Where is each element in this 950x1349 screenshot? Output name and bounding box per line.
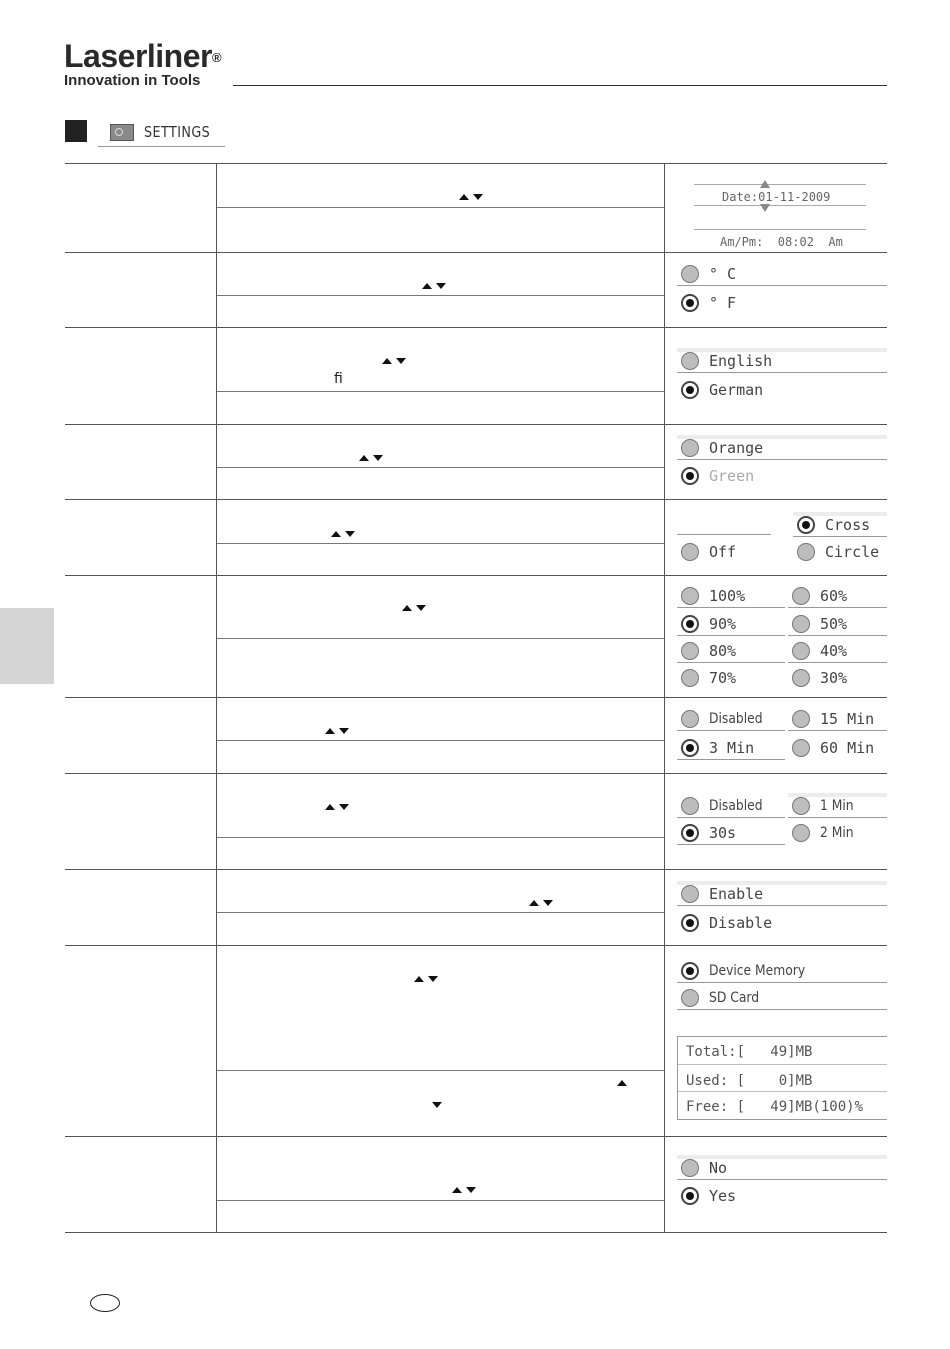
radio-unselected-icon bbox=[792, 669, 810, 687]
option-enable[interactable]: Enable bbox=[677, 881, 887, 907]
radio-selected-icon bbox=[681, 615, 699, 633]
registered-mark: ® bbox=[211, 50, 222, 65]
option-green[interactable]: Green bbox=[677, 463, 887, 489]
up-down-arrows-icon bbox=[420, 281, 446, 291]
option-cross[interactable]: Cross bbox=[793, 512, 887, 538]
option-70[interactable]: 70% bbox=[677, 665, 785, 691]
radio-unselected-icon bbox=[681, 669, 699, 687]
memory-used: Used: [ 0]MB bbox=[686, 1073, 813, 1089]
option-3-min[interactable]: 3 Min bbox=[677, 735, 785, 761]
option-disabled[interactable]: Disabled bbox=[677, 793, 785, 819]
option-15-min[interactable]: 15 Min bbox=[788, 706, 887, 732]
down-arrow-icon bbox=[430, 1100, 456, 1110]
up-arrow-icon bbox=[615, 1078, 641, 1088]
time-line: Am/Pm: 08:02 Am bbox=[720, 235, 843, 249]
option-english[interactable]: English bbox=[677, 348, 887, 374]
radio-unselected-icon bbox=[681, 1159, 699, 1177]
up-down-arrows-icon bbox=[357, 453, 383, 463]
radio-selected-icon bbox=[797, 516, 815, 534]
option-fahrenheit[interactable]: ° F bbox=[677, 290, 887, 316]
radio-selected-icon bbox=[681, 294, 699, 312]
radio-unselected-icon bbox=[681, 587, 699, 605]
radio-unselected-icon bbox=[792, 710, 810, 728]
option-orange[interactable]: Orange bbox=[677, 435, 887, 461]
memory-total: Total:[ 49]MB bbox=[686, 1044, 813, 1060]
option-device-memory[interactable]: Device Memory bbox=[677, 958, 887, 984]
radio-selected-icon bbox=[681, 739, 699, 757]
radio-unselected-icon bbox=[681, 352, 699, 370]
radio-unselected-icon bbox=[681, 989, 699, 1007]
camera-settings-icon bbox=[110, 124, 134, 141]
radio-unselected-icon bbox=[681, 543, 699, 561]
radio-unselected-icon bbox=[681, 885, 699, 903]
up-down-arrows-icon bbox=[380, 356, 406, 366]
option-yes[interactable]: Yes bbox=[677, 1183, 887, 1209]
option-60-min[interactable]: 60 Min bbox=[788, 735, 887, 761]
radio-selected-icon bbox=[681, 962, 699, 980]
radio-selected-icon bbox=[681, 1187, 699, 1205]
up-down-arrows-icon bbox=[323, 726, 349, 736]
date-line: Date:01-11-2009 bbox=[722, 190, 831, 204]
section-marker bbox=[65, 120, 87, 142]
option-2-min[interactable]: 2 Min bbox=[788, 820, 887, 846]
option-100[interactable]: 100% bbox=[677, 583, 785, 609]
option-disable[interactable]: Disable bbox=[677, 910, 887, 936]
radio-unselected-icon bbox=[792, 615, 810, 633]
option-40[interactable]: 40% bbox=[788, 638, 887, 664]
option-50[interactable]: 50% bbox=[788, 611, 887, 637]
radio-unselected-icon bbox=[681, 439, 699, 457]
brand-name: Laserliner bbox=[64, 38, 212, 74]
language-marker-icon bbox=[90, 1294, 120, 1312]
section-title-text: SETTINGS bbox=[144, 123, 211, 141]
up-down-arrows-icon bbox=[457, 192, 483, 202]
option-60[interactable]: 60% bbox=[788, 583, 887, 609]
option-30s[interactable]: 30s bbox=[677, 820, 785, 846]
radio-unselected-icon bbox=[681, 710, 699, 728]
side-tab bbox=[0, 608, 54, 684]
radio-unselected-icon bbox=[792, 642, 810, 660]
radio-unselected-icon bbox=[792, 824, 810, 842]
memory-info-panel bbox=[677, 1036, 887, 1120]
option-90[interactable]: 90% bbox=[677, 611, 785, 637]
radio-unselected-icon bbox=[792, 739, 810, 757]
option-celsius[interactable]: ° C bbox=[677, 261, 887, 287]
header-rule bbox=[233, 85, 887, 86]
up-down-arrows-icon bbox=[329, 529, 355, 539]
option-circle[interactable]: Circle bbox=[793, 539, 887, 565]
radio-unselected-icon bbox=[681, 642, 699, 660]
up-down-arrows-icon bbox=[400, 603, 426, 613]
radio-selected-icon bbox=[681, 381, 699, 399]
brand-tagline: Innovation in Tools bbox=[64, 72, 201, 89]
radio-unselected-icon bbox=[797, 543, 815, 561]
section-title bbox=[98, 118, 225, 147]
up-down-arrows-icon bbox=[450, 1185, 476, 1195]
option-no[interactable]: No bbox=[677, 1155, 887, 1181]
up-down-arrows-icon bbox=[412, 974, 438, 984]
option-off[interactable]: Off bbox=[677, 539, 771, 565]
option-sd-card[interactable]: SD Card bbox=[677, 985, 887, 1011]
radio-selected-icon bbox=[681, 824, 699, 842]
option-30[interactable]: 30% bbox=[788, 665, 887, 691]
option-80[interactable]: 80% bbox=[677, 638, 785, 664]
radio-unselected-icon bbox=[792, 797, 810, 815]
radio-unselected-icon bbox=[681, 797, 699, 815]
radio-selected-icon bbox=[681, 914, 699, 932]
radio-unselected-icon bbox=[792, 587, 810, 605]
radio-selected-icon bbox=[681, 467, 699, 485]
option-disabled[interactable]: Disabled bbox=[677, 706, 785, 732]
up-down-arrows-icon bbox=[323, 802, 349, 812]
option-1-min[interactable]: 1 Min bbox=[788, 793, 887, 819]
memory-free: Free: [ 49]MB(100)% bbox=[686, 1099, 864, 1115]
brand-logo bbox=[64, 40, 221, 90]
option-german[interactable]: German bbox=[677, 377, 887, 403]
date-down-arrow-icon bbox=[760, 204, 770, 212]
radio-unselected-icon bbox=[681, 265, 699, 283]
date-up-arrow-icon bbox=[760, 180, 770, 188]
ligature-note: fi bbox=[334, 371, 343, 387]
up-down-arrows-icon bbox=[527, 898, 553, 908]
date-time-display bbox=[694, 180, 866, 250]
